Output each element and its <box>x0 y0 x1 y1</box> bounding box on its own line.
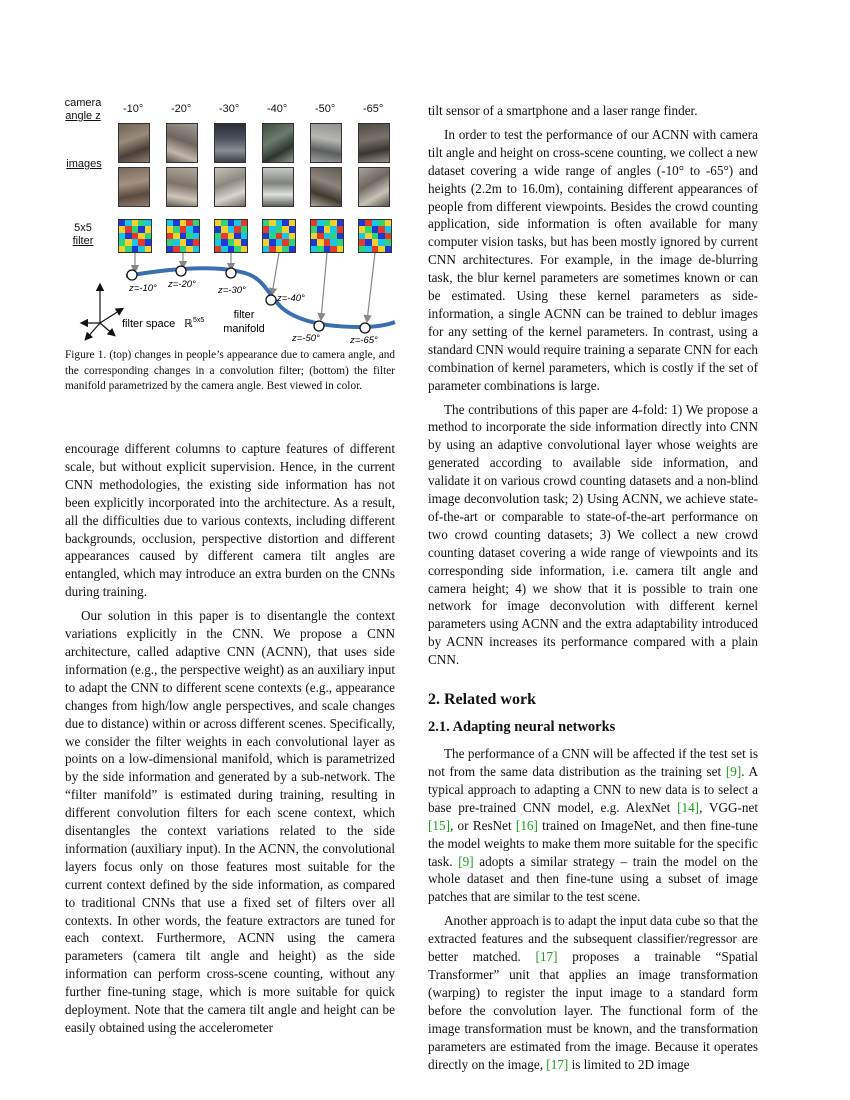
angle-label: -20° <box>171 103 192 115</box>
filter-space-label: filter space <box>122 318 176 330</box>
right-column <box>428 102 758 1073</box>
manifold-label: manifold <box>223 323 265 335</box>
citation-link[interactable]: [9] <box>458 853 474 869</box>
rspace-sup: 5x5 <box>193 317 205 324</box>
arrow <box>321 253 327 319</box>
section-heading: 2. Related work <box>428 691 536 709</box>
arrow <box>272 253 279 294</box>
citation-link[interactable]: [9] <box>725 764 742 779</box>
paragraph: encourage different columns to capture features of different scale, but without explicit supervision. Hence, in the current CNN methodologies, the existing side information has not been explicitly incorporated into the architecture. As a result, all the difficulties due to various contexts, including different backgrounds, occlusion, perspective distortion and different appearances caused by different camera tilt angles are entangled, which may introduce an extra burden on the CNNs during training. <box>65 441 395 600</box>
paragraph: Our solution in this paper is to disentangle the context variations explicitly in the CNN. We propose a CNN architecture, called adaptive CNN (ACNN), that uses side information (e.g., the perspective weight) as an auxiliary input to adapt the CNN to different scene contexts (e.g., appearance changes from high/low angle perspectives, and scale changes due to distance) within or across different scenes. Specifically, we consider the filter weights in each convolutional layer as points on a low-dimensional manifold, which is parametrized by the side information and generated by a sub-network. The “filter manifold” is estimated during training, resulting in different convolution filters for each scene context, which disentangles the context variations related to the side information (auxiliary input). In the ACNN, the convolutional layers focus only on those features most suitable for the current context defined by the side information, as compared to traditional CNNs that use a fixed set of filters over all contexts. In other words, the feature extractors are tuned for each context. Furthermore, ACNN using the camera parameters (camera tilt angle and height) as the side information can perform cross-scene counting, without any further fine-tuning stage, which is more suitable for quick deployment. Note that the camera tilt angle and height can be easily obtained using the accelerometer <box>65 608 395 1035</box>
manifold-point <box>176 266 186 276</box>
angle-label: -10° <box>123 103 144 115</box>
axis <box>86 323 100 339</box>
z-label: z=-65° <box>350 335 378 346</box>
subsection-heading: 2.1. Adapting neural networks <box>428 719 616 736</box>
filter-label: 5x5 filter <box>72 222 94 247</box>
manifold-point <box>314 321 324 331</box>
figure-1 <box>60 95 400 345</box>
citation-link[interactable]: [16] <box>515 817 538 833</box>
citation-link[interactable]: [17] <box>535 949 558 965</box>
z-label: z=-50° <box>292 333 320 344</box>
camera-angle-label: camera angle z <box>64 97 102 122</box>
left-column <box>65 440 395 1037</box>
angle-label: -30° <box>219 103 240 115</box>
angle-label: -65° <box>363 103 384 115</box>
z-label: z=-20° <box>168 279 196 290</box>
manifold-diagram <box>60 95 400 345</box>
axis <box>100 309 122 323</box>
paragraph: The contributions of this paper are 4-fold: 1) We propose a method to incorporate the side information directly into CNN by using an adaptive convolutional layer whose weights are generated according to available side information, and validate it on various crowd counting datasets and a non-blind image deconvolution task; 2) Using ACNN, we achieve state-of-the-art or comparable to state-of-the-art performance on two crowd counting datasets; 3) We collect a new crowd counting dataset covering a wide range of viewpoints and its corresponding side information, i.e. camera tilt angle and camera height; 4) we show that it is possible to train one network for image deconvolution with different kernel parameters using ACNN and the extra adaptability introduced by ACNN increases its performance compared with a plain CNN. <box>428 401 758 668</box>
manifold-point <box>266 295 276 305</box>
axis <box>100 323 114 335</box>
manifold-label: filter <box>233 309 255 321</box>
paragraph: Another approach is to adapt the input data cube so that the extracted features and the subsequent classifier/regressor are better matched. [17] proposes a trainable “Spatial Transformer” unit that applies an image transformation (warping) to register the input image to a standard form before the convolution layer. The functional form of the image transformation must be known, and the transformation parameters are estimated from the image. Because it operates directly on the image, [17] is limited to 2D image <box>428 913 758 1072</box>
angle-label: -40° <box>267 103 288 115</box>
paragraph: tilt sensor of a smartphone and a laser range finder. <box>428 103 698 118</box>
angle-label: -50° <box>315 103 336 115</box>
manifold-point <box>226 268 236 278</box>
citation-link[interactable]: [17] <box>546 1056 569 1072</box>
citation-link[interactable]: [15] <box>428 817 450 833</box>
images-label: images <box>66 158 102 170</box>
manifold-point <box>127 270 137 280</box>
manifold-point <box>360 323 370 333</box>
z-label: z=-10° <box>129 283 157 294</box>
z-label: z=-30° <box>218 285 246 296</box>
arrow <box>367 253 375 321</box>
paragraph: In order to test the performance of our ACNN with camera tilt angle and height on cross-scene counting, we collect a new dataset covering a wide range of angles (-10° to -65°) and heights (2.2m to 16.0m), containing different appearances of people from different viewpoints. Besides the crowd counting application, side information is often available for many computer vision tasks, but has been mostly ignored by current CNN architectures. For example, in the image de-blurring task, the blur kernel parameters are sometimes known or can be estimated. Using these kernel parameters as side-information, a single ACNN can be trained to deblur images for any setting of the kernel parameters. In contrast, using a standard CNN would require training a separate CNN for each combination of kernel parameters, which is costly if the set of parameter combinations is large. <box>428 126 758 393</box>
z-label: z=-40° <box>277 293 305 304</box>
citation-link[interactable]: [14] <box>677 799 700 815</box>
figure-caption: Figure 1. (top) changes in people’s appearance due to camera angle, and the corresponding changes in a convolution filter; (bottom) the filter manifold parametrized by the camera angle. Best viewed in color. <box>65 349 395 392</box>
paragraph: The performance of a CNN will be affected if the test set is not from the same data distribution as the training set [9]. A typical approach to adapting a CNN to new data is to select a base pre-trained CNN model, e.g. AlexNet [14], VGG-net [15], or ResNet [16] trained on ImageNet, and then fine-tune the model weights to make them more suitable for the specific task. [9] adopts a similar strategy – train the model on the whole dataset and then fine-tune using a subset of image patches that are similar to the test scene. <box>428 746 759 905</box>
rspace-label: ℝ <box>184 318 193 330</box>
